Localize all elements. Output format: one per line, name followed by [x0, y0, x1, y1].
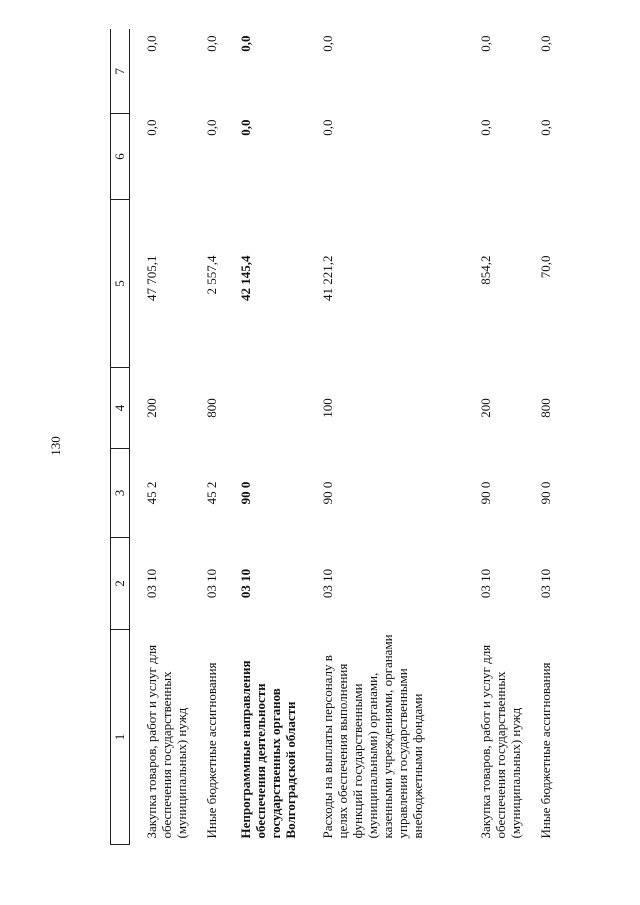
row-col6: 0,0 [537, 119, 553, 136]
row-target: 45 2 [203, 481, 219, 505]
row-section: 03 10 [203, 568, 219, 599]
row-name: Иные бюджетные ассигнования [537, 662, 553, 839]
header-col-1: 1 [111, 630, 130, 845]
row-col7: 0,0 [319, 35, 335, 52]
row-name: Закупка товаров, работ и услуг для обеспечения государственных (муниципальных) нужд [477, 644, 523, 839]
row-section: 03 10 [237, 568, 253, 599]
table-row [306, 30, 464, 845]
row-amount: 2 557,4 [203, 255, 219, 295]
row-amount: 47 705,1 [144, 255, 159, 301]
row-type: 800 [203, 398, 219, 418]
table-row [190, 30, 224, 845]
row-target: 90 0 [237, 481, 253, 505]
row-col6: 0,0 [319, 119, 335, 136]
budget-table [110, 30, 558, 846]
row-type: 800 [537, 398, 553, 418]
row-col6: 0,0 [477, 119, 493, 136]
row-type: 200 [477, 398, 493, 418]
row-type: 200 [144, 398, 159, 418]
row-section: 03 10 [537, 568, 553, 599]
row-col6: 0,0 [144, 119, 159, 136]
row-target: 90 0 [537, 481, 553, 505]
header-col-7: 7 [111, 30, 130, 114]
row-section: 03 10 [319, 568, 335, 599]
row-col6: 0,0 [237, 119, 253, 136]
row-target: 45 2 [144, 481, 159, 505]
header-col-5: 5 [111, 200, 130, 368]
row-col6: 0,0 [203, 119, 219, 136]
header-col-3: 3 [111, 449, 130, 538]
rotated-table-container [110, 30, 570, 845]
header-col-6: 6 [111, 114, 130, 200]
row-amount: 854,2 [477, 255, 493, 285]
table-row [224, 30, 306, 845]
row-type: 100 [319, 398, 335, 418]
table-row [130, 30, 190, 845]
row-target: 90 0 [319, 481, 335, 505]
row-col7: 0,0 [203, 35, 219, 52]
row-section: 03 10 [477, 568, 493, 599]
row-section: 03 10 [144, 568, 159, 599]
row-col7: 0,0 [537, 35, 553, 52]
row-col7: 0,0 [477, 35, 493, 52]
row-name: Расходы на выплаты персоналу в целях обеспечения выполнения функций государственными (муниципальными) органами, казенными учреждениями, органами управления государственными внебюджетными фондами [319, 634, 425, 839]
header-col-2: 2 [111, 538, 130, 630]
row-amount: 70,0 [537, 255, 553, 279]
table-header-row [111, 30, 130, 845]
row-col7: 0,0 [237, 35, 253, 52]
table-row [524, 30, 558, 845]
row-col7: 0,0 [144, 35, 159, 52]
row-type [224, 368, 306, 449]
header-col-4: 4 [111, 368, 130, 449]
page-number: 130 [48, 436, 63, 456]
row-name: Иные бюджетные ассигнования [203, 662, 219, 839]
row-target: 90 0 [477, 481, 493, 505]
row-name: Непрограммные направления обеспечения деятельности государственных органов Волгоградской области [237, 660, 298, 839]
row-amount: 41 221,2 [319, 255, 335, 301]
row-amount: 42 145,4 [237, 255, 253, 301]
row-name: Закупка товаров, работ и услуг для обеспечения государственных (муниципальных) нужд [144, 644, 189, 839]
table-row [464, 30, 524, 845]
